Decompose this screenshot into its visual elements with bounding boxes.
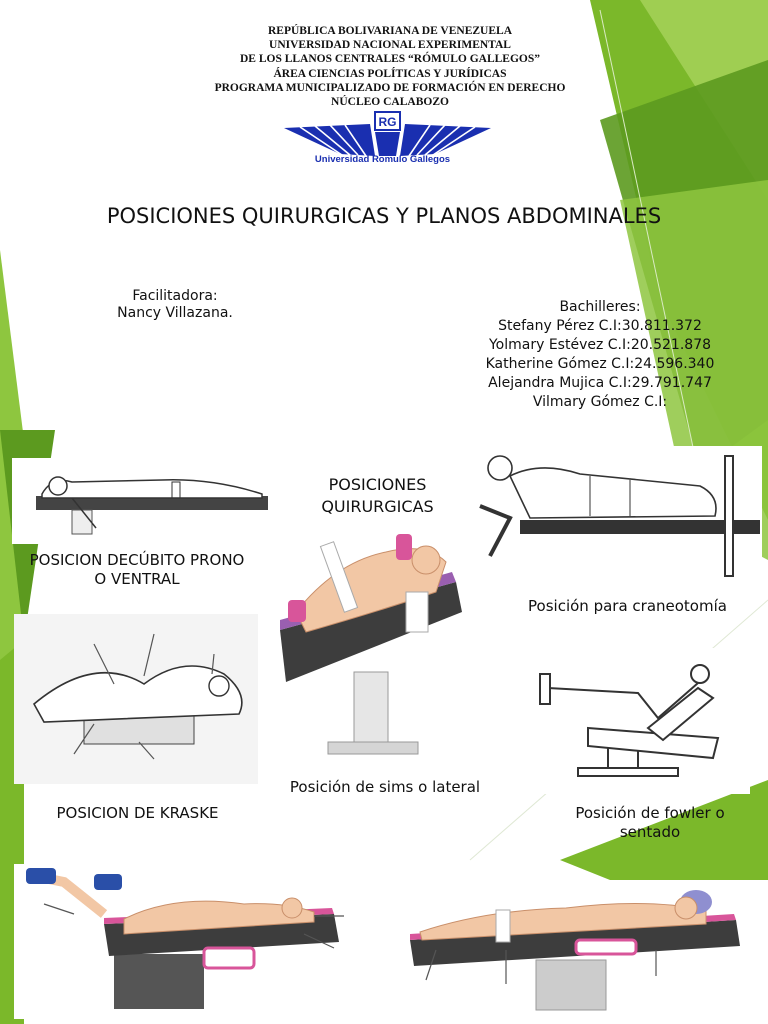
section-title	[290, 474, 465, 518]
kraske-position-illustration	[14, 614, 258, 784]
caption-prono-line: POSICION DECÚBITO PRONO	[29, 551, 245, 569]
logo-monogram: RG	[378, 115, 397, 129]
facilitator-label: Facilitadora:	[132, 288, 218, 304]
caption-fowler-line: sentado	[619, 823, 681, 841]
sims-position-illustration	[276, 522, 466, 760]
section-title-line: QUIRURGICAS	[321, 497, 434, 516]
header-line: PROGRAMA MUNICIPALIZADO DE FORMACIÓN EN DERECHO	[214, 81, 566, 94]
student-name: Katherine Gómez C.I:24.596.340	[485, 356, 715, 372]
lithotomy-position-illustration	[14, 864, 374, 1019]
logo-emblem-icon	[280, 110, 495, 160]
university-logo	[280, 110, 495, 170]
student-name: Alejandra Mujica C.I:29.791.747	[488, 375, 712, 391]
student-name: Stefany Pérez C.I:30.811.372	[498, 318, 702, 334]
header-line: NÚCLEO CALABOZO	[331, 96, 449, 109]
logo-text: Universidad Romulo Gallegos	[314, 154, 451, 165]
student-name: Vilmary Gómez C.I:	[532, 394, 668, 410]
students-block	[460, 298, 740, 412]
page-title: POSICIONES QUIRURGICAS Y PLANOS ABDOMINALES	[106, 204, 662, 228]
fowler-position-illustration	[528, 648, 750, 794]
caption-kraske: POSICION DE KRASKE	[56, 804, 219, 822]
student-name: Yolmary Estévez C.I:20.521.878	[488, 337, 712, 353]
header-line: UNIVERSIDAD NACIONAL EXPERIMENTAL	[269, 39, 511, 52]
header-line: REPÚBLICA BOLIVARIANA DE VENEZUELA	[267, 25, 512, 37]
header-line: DE LOS LLANOS CENTRALES “RÓMULO GALLEGOS”	[239, 53, 541, 66]
caption-prono	[12, 551, 262, 589]
supine-position-illustration	[406, 880, 746, 1020]
caption-fowler	[540, 804, 760, 842]
caption-sims: Posición de sims o lateral	[289, 778, 481, 796]
institution-header	[180, 24, 600, 109]
header-line: ÁREA CIENCIAS POLÍTICAS Y JURÍDICAS	[273, 67, 507, 80]
prone-position-illustration	[12, 458, 274, 544]
section-title-line: POSICIONES	[328, 475, 427, 494]
students-label: Bachilleres:	[559, 299, 641, 315]
caption-fowler-line: Posición de fowler o	[575, 804, 725, 822]
craneotomy-position-illustration	[470, 446, 762, 578]
facilitator-name: Nancy Villazana.	[117, 305, 233, 321]
caption-craneotomia: Posición para craneotomía	[528, 597, 727, 615]
facilitator-block	[100, 288, 250, 322]
caption-prono-line: O VENTRAL	[94, 570, 180, 588]
